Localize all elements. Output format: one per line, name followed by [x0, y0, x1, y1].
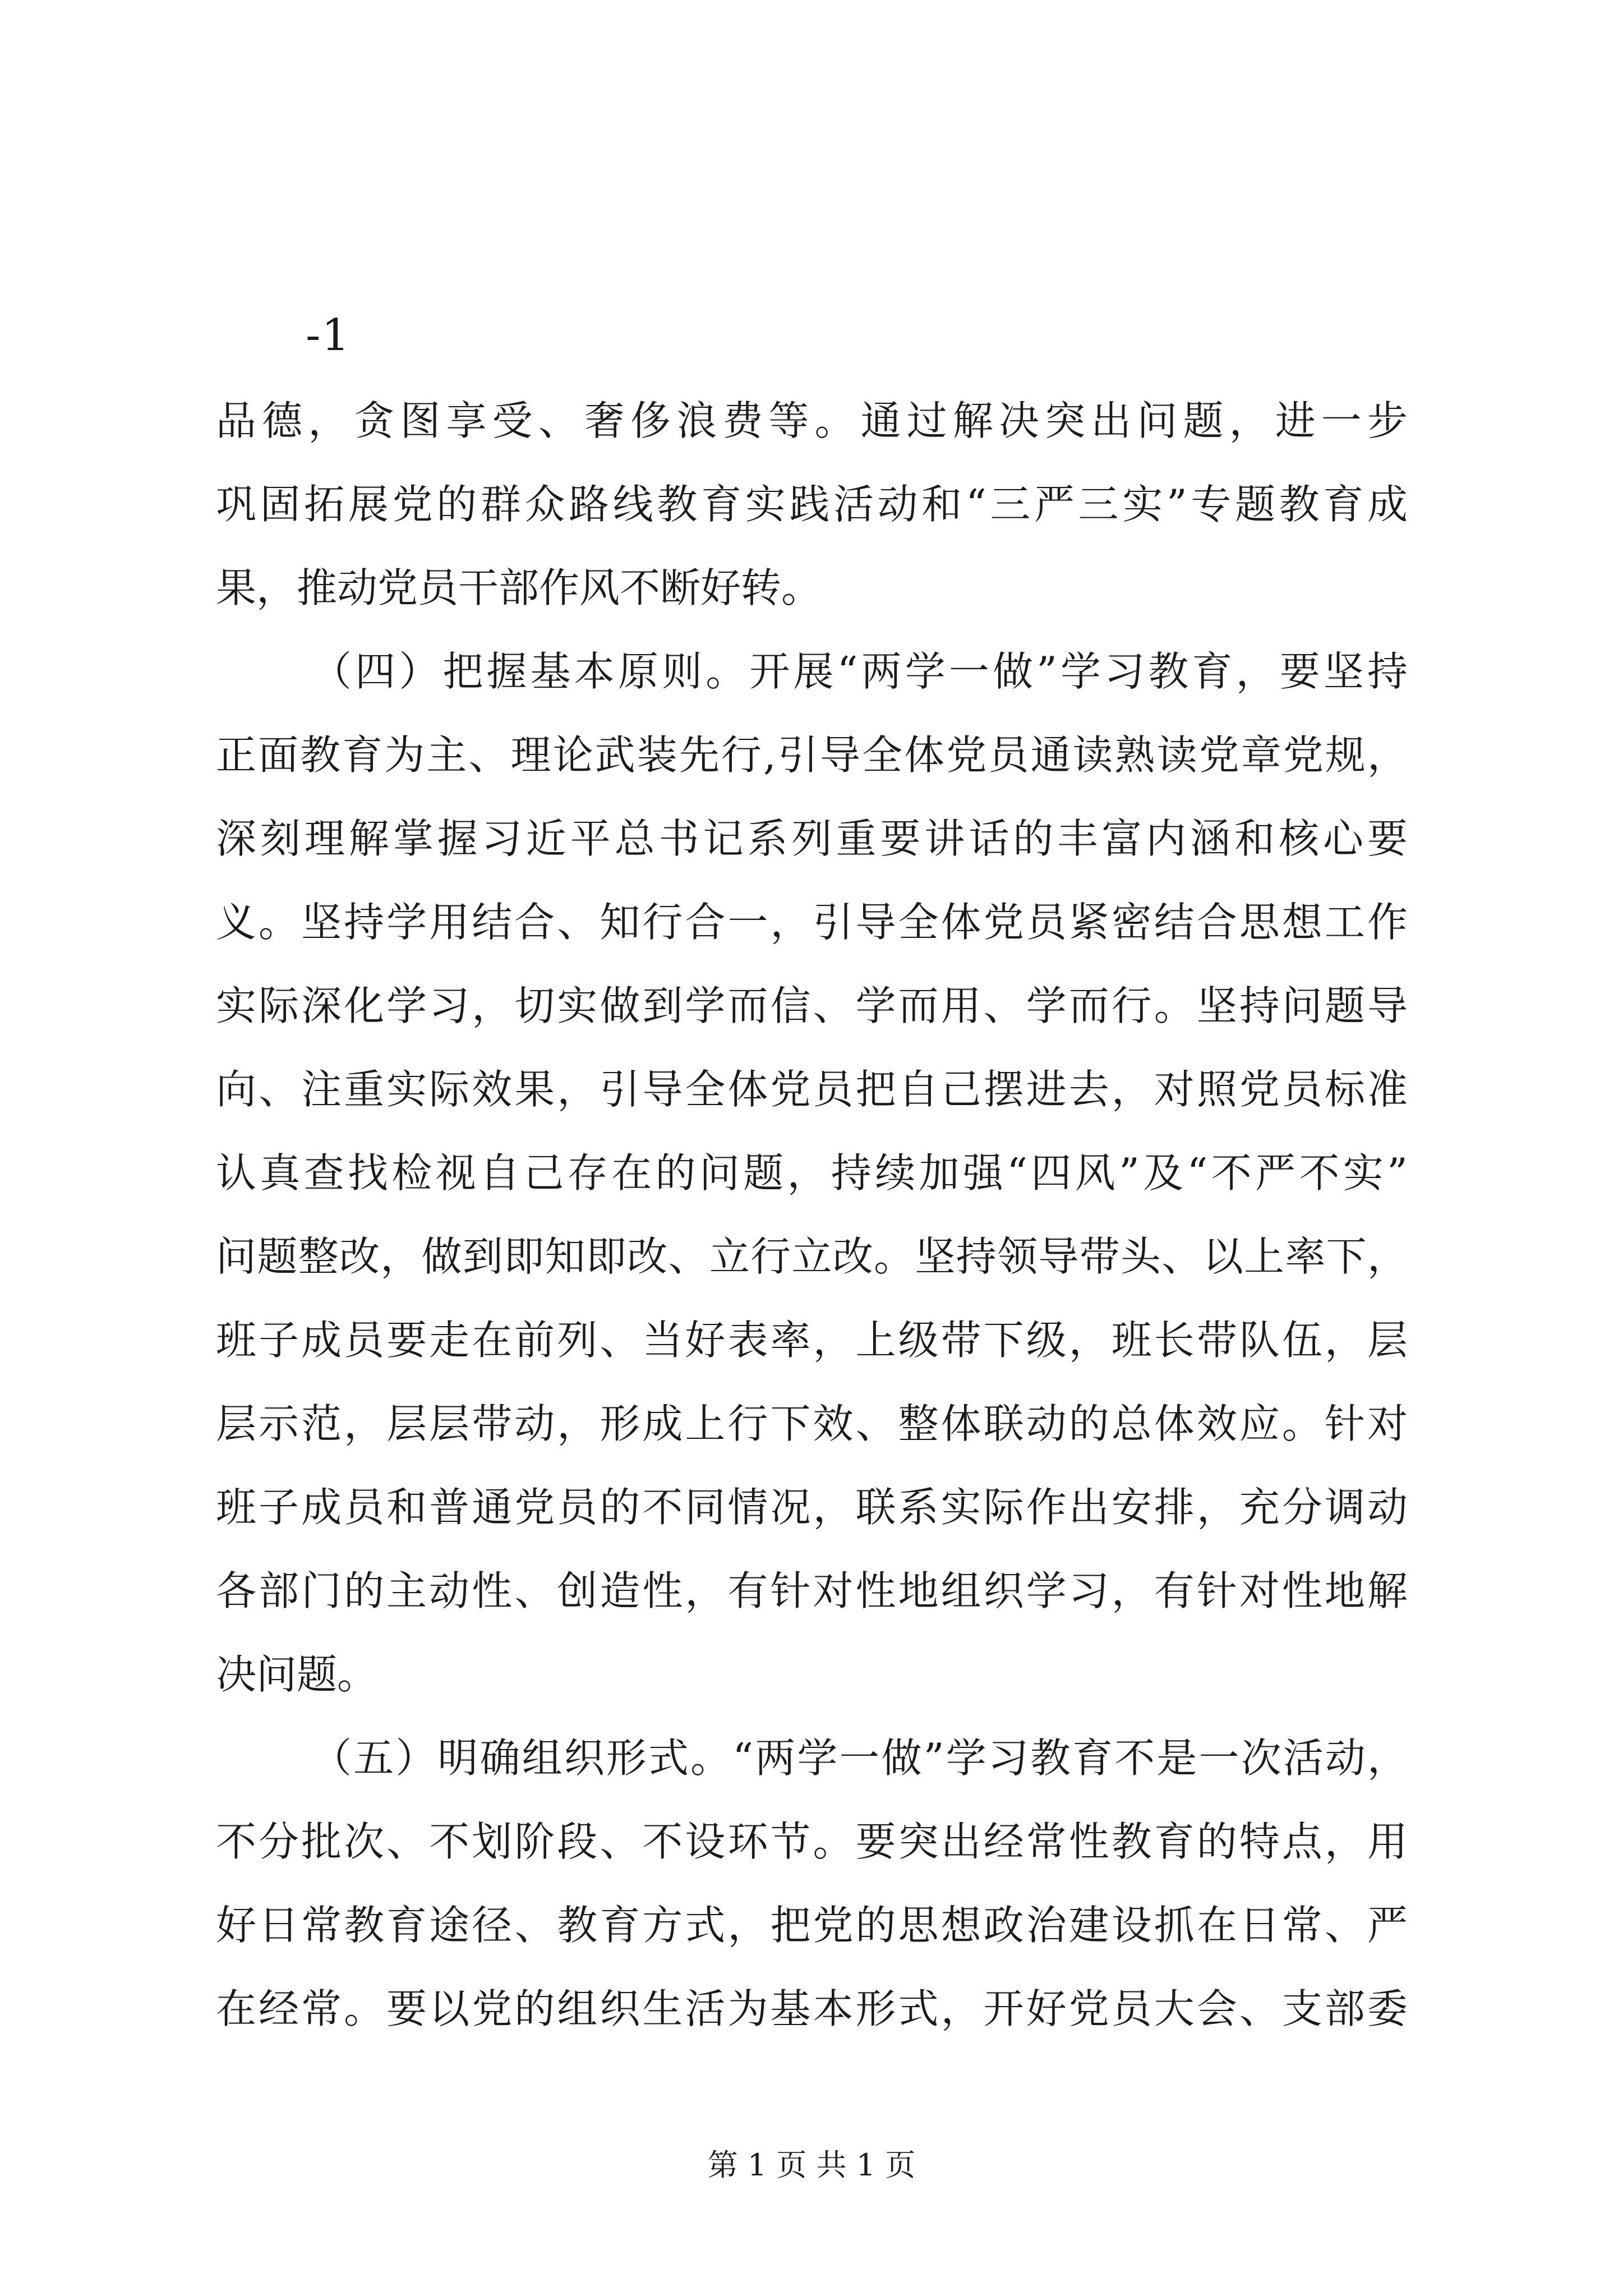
paragraph-line: 认真查找检视自己存在的问题，持续加强“四风”及“不严不实” — [216, 1149, 1408, 1197]
paragraph-line: 深刻理解掌握习近平总书记系列重要讲话的丰富内涵和核心要 — [216, 815, 1408, 862]
paragraph-line: 层示范，层层带动，形成上行下效、整体联动的总体效应。针对 — [216, 1400, 1408, 1447]
paragraph-line: 巩固拓展党的群众路线教育实践活动和“三严三实”专题教育成 — [216, 481, 1408, 528]
paragraph-line: （五）明确组织形式。“两学一做”学习教育不是一次活动， — [311, 1734, 1408, 1782]
paragraph-line: 正面教育为主、理论武装先行,引导全体党员通读熟读党章党规， — [216, 731, 1408, 779]
paragraph-line: 义。坚持学用结合、知行合一，引导全体党员紧密结合思想工作 — [216, 899, 1408, 946]
paragraph-line: 向、注重实际效果，引导全体党员把自己摆进去，对照党员标准 — [216, 1066, 1408, 1113]
document-body — [216, 379, 1408, 2051]
paragraph-line: 不分批次、不划阶段、不设环节。要突出经常性教育的特点，用 — [216, 1818, 1408, 1865]
paragraph-line: 实际深化学习，切实做到学而信、学而用、学而行。坚持问题导 — [216, 982, 1408, 1029]
paragraph-line: 问题整改，做到即知即改、立行立改。坚持领导带头、以上率下， — [216, 1233, 1408, 1280]
paragraph-line: 决问题。 — [216, 1651, 378, 1698]
paragraph-line: 品德，贪图享受、奢侈浪费等。通过解决突出问题，进一步 — [216, 397, 1408, 444]
page-marker: -1 — [306, 310, 351, 361]
paragraph-line: 班子成员要走在前列、当好表率，上级带下级，班长带队伍，层 — [216, 1317, 1408, 1364]
paragraph-line: 在经常。要以党的组织生活为基本形式，开好党员大会、支部委 — [216, 1985, 1408, 2032]
page-footer: 第 1 页 共 1 页 — [707, 2147, 916, 2183]
paragraph-line: 果，推动党员干部作风不断好转。 — [216, 564, 822, 611]
paragraph-line: 好日常教育途径、教育方式，把党的思想政治建设抓在日常、严 — [216, 1902, 1408, 1949]
paragraph-line: 各部门的主动性、创造性，有针对性地组织学习，有针对性地解 — [216, 1567, 1408, 1614]
paragraph-line: 班子成员和普通党员的不同情况，联系实际作出安排，充分调动 — [216, 1484, 1408, 1531]
paragraph-line: （四）把握基本原则。开展“两学一做”学习教育，要坚持 — [311, 648, 1408, 695]
